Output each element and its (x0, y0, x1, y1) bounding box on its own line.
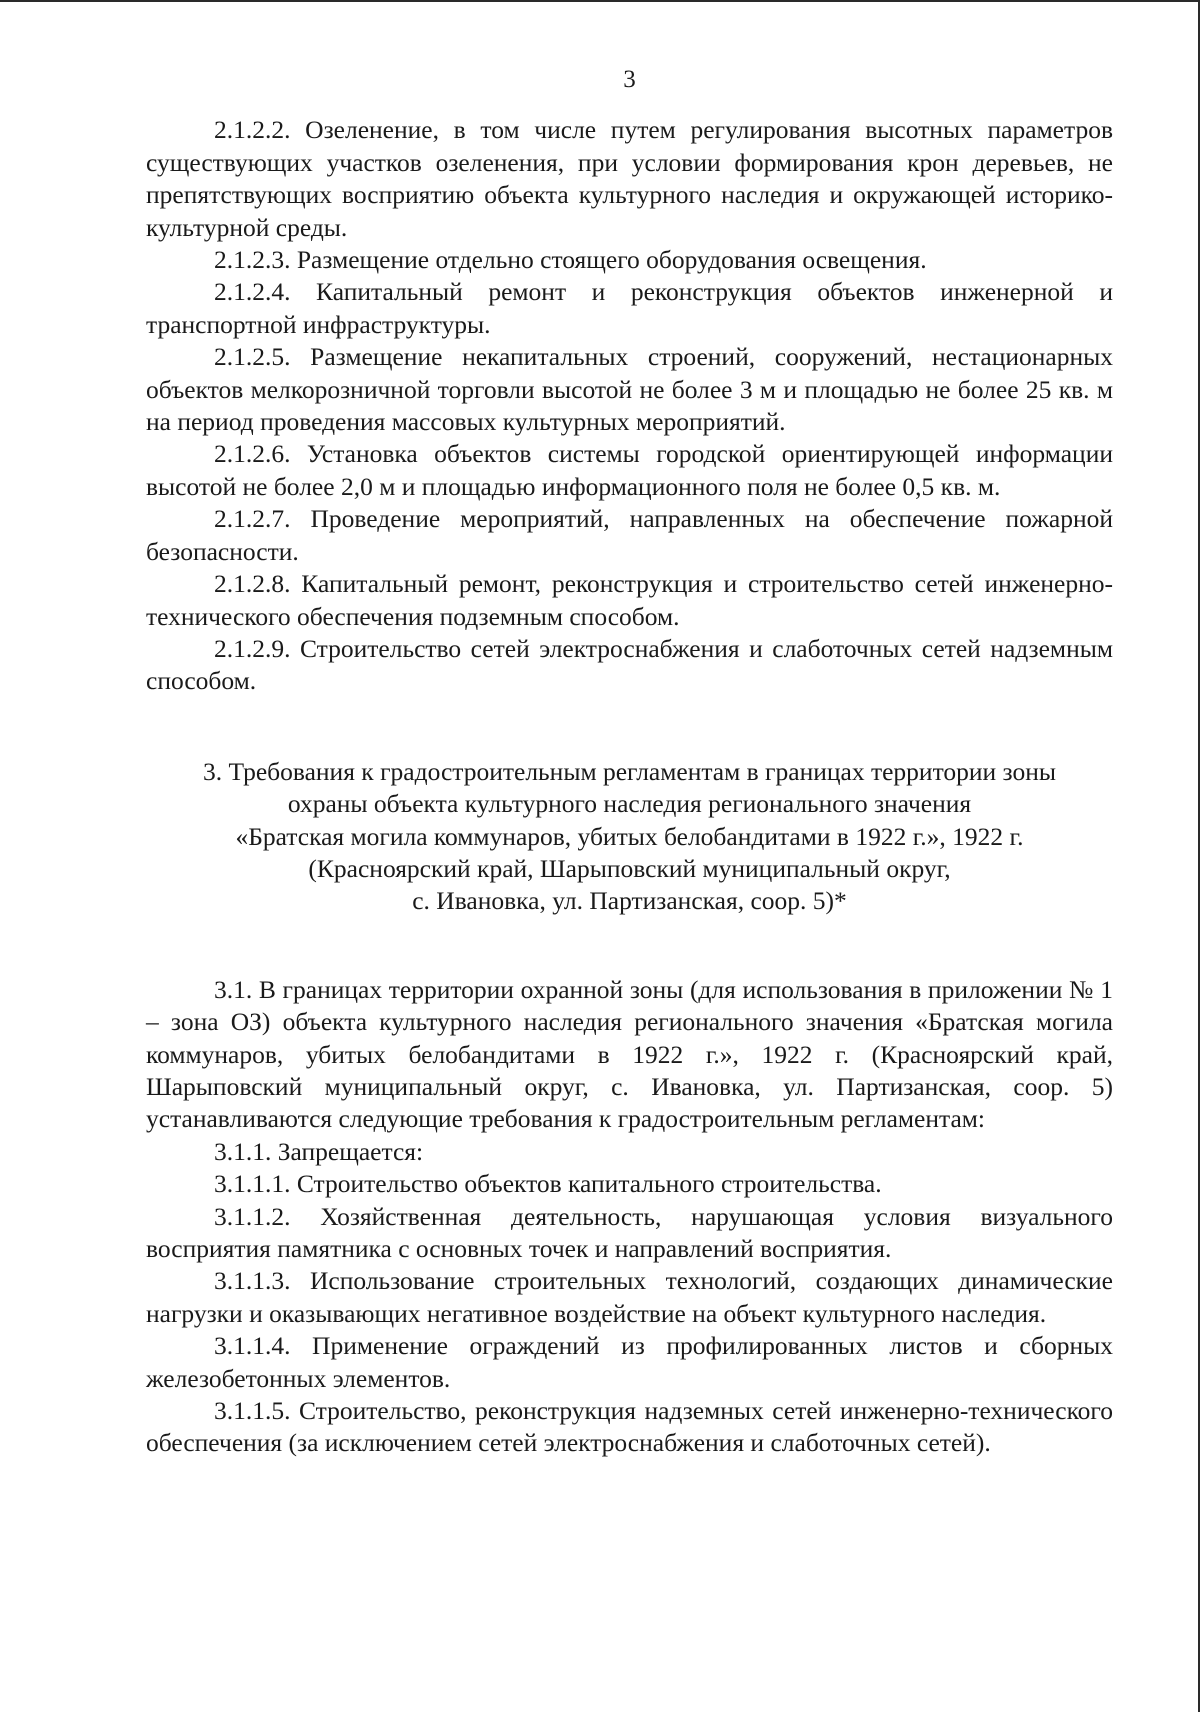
heading-line: (Красноярский край, Шарыповский муниципальный округ, (308, 853, 951, 883)
heading-line: с. Ивановка, ул. Партизанская, соор. 5)* (412, 886, 847, 916)
section-3-heading (146, 756, 1113, 918)
paragraph: 3.1.1.1. Строительство объектов капитального строительства. (214, 1169, 882, 1199)
paragraph: 2.1.2.6. Установка объектов системы городской ориентирующей информации высотой не более 2,0 м и площадью информационного поля не более 0,5 кв. м. (146, 439, 1113, 501)
heading-line: 3. Требования к градостроительным регламентам в границах территории зоны (202, 756, 1057, 786)
paragraph: 2.1.2.5. Размещение некапитальных строений, сооружений, нестационарных объектов мелкорозничной торговли высотой не более 3 м и площадью не более 25 кв. м на период проведения массовых культурных мероприятий. (146, 342, 1113, 437)
paragraph: 3.1.1.5. Строительство, реконструкция надземных сетей инженерно-технического обеспечения (за исключением сетей электроснабжения и слаботочных сетей). (146, 1396, 1113, 1458)
page-content (146, 64, 1113, 1460)
heading-line: «Братская могила коммунаров, убитых белобандитами в 1922 г.», 1922 г. (235, 821, 1024, 851)
paragraph: 2.1.2.8. Капитальный ремонт, реконструкция и строительство сетей инженерно-технического обеспечения подземным способом. (146, 569, 1113, 631)
paragraph: 2.1.2.2. Озеленение, в том числе путем регулирования высотных параметров существующих участков озеленения, при условии формирования крон деревьев, не препятствующих восприятию объекта культурного наследия и окружающей историко-культурной среды. (146, 115, 1113, 242)
paragraph: 3.1.1.2. Хозяйственная деятельность, нарушающая условия визуального восприятия памятника с основных точек и направлений восприятия. (146, 1201, 1113, 1263)
paragraph: 3.1.1. Запрещается: (214, 1136, 424, 1166)
page-number: 3 (623, 66, 636, 93)
paragraph: 2.1.2.9. Строительство сетей электроснабжения и слаботочных сетей надземным способом. (146, 633, 1113, 696)
section-2-list (146, 114, 1113, 697)
paragraph: 3.1. В границах территории охранной зоны (для использования в приложении № 1 – зона ОЗ) объекта культурного наследия регионального значения «Братская могила коммунаров, убитых белобандитами в 1922 г.», 1922 г. (Красноярский край, Шарыповский муниципальный округ, с. Ивановка, ул. Партизанская, соор. 5) устанавливаются следующие требования к градостроительным регламентам: (146, 974, 1113, 1134)
paragraph: 2.1.2.7. Проведение мероприятий, направленных на обеспечение пожарной безопасности. (146, 504, 1113, 566)
heading-line: охраны объекта культурного наследия регионального значения (287, 789, 972, 819)
paragraph: 2.1.2.4. Капитальный ремонт и реконструкция объектов инженерной и транспортной инфраструктуры. (146, 277, 1113, 339)
paragraph: 3.1.1.4. Применение ограждений из профилированных листов и сборных железобетонных элементов. (146, 1331, 1113, 1393)
paragraph: 2.1.2.3. Размещение отдельно стоящего оборудования освещения. (214, 245, 927, 275)
paragraph: 3.1.1.3. Использование строительных технологий, создающих динамические нагрузки и оказывающих негативное воздействие на объект культурного наследия. (146, 1266, 1113, 1328)
section-3-list (146, 974, 1113, 1460)
